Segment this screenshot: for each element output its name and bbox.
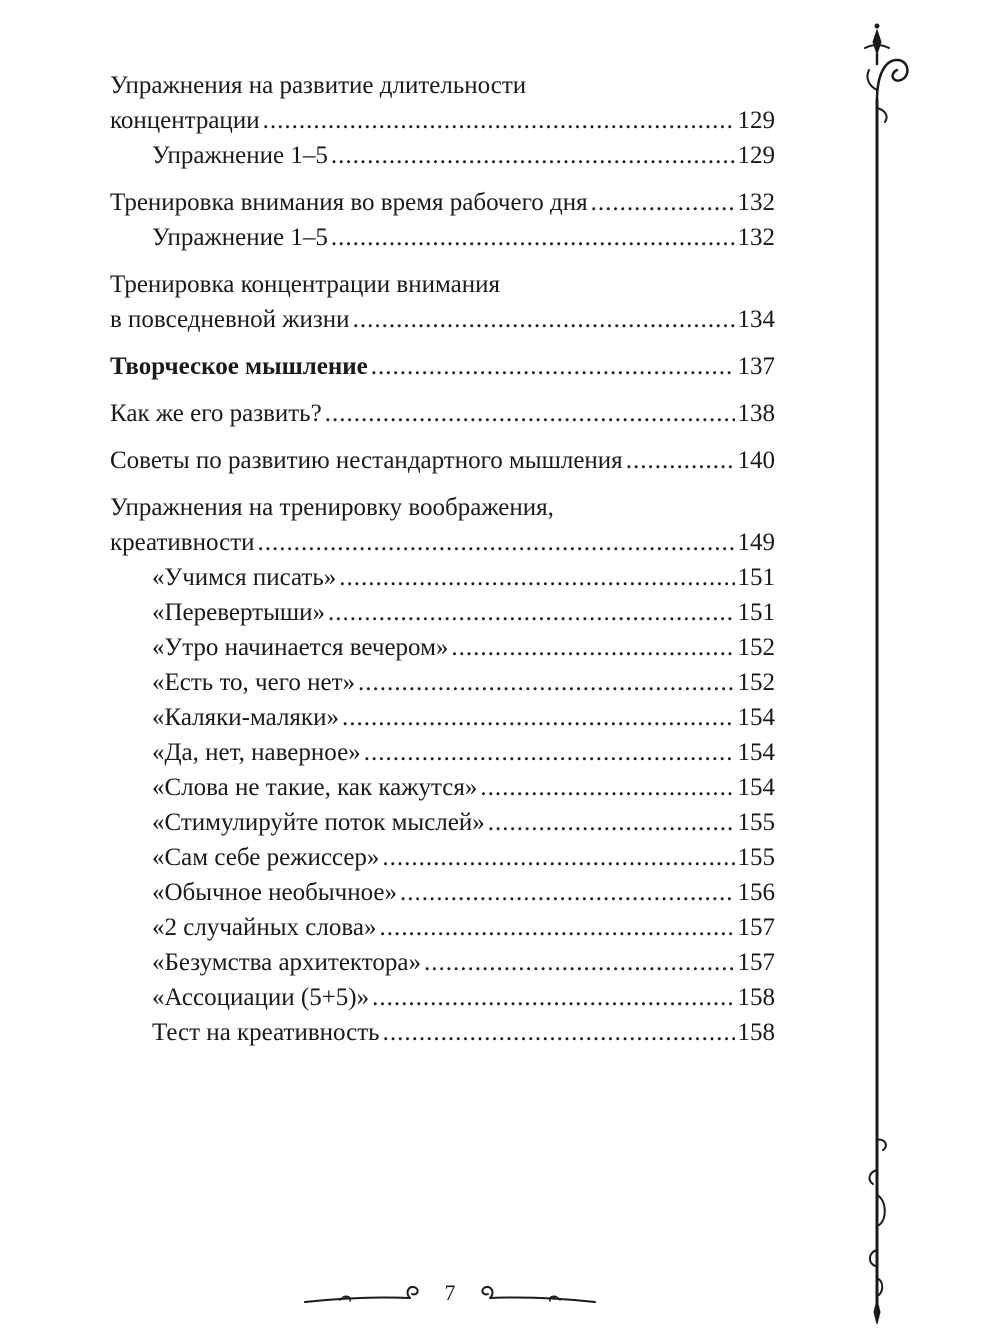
toc-page-number: 156 (737, 879, 775, 906)
toc-entry-title: «Каляки-маляки» (152, 704, 339, 731)
toc-page-number: 154 (737, 774, 775, 801)
page-footer (300, 1270, 600, 1320)
dot-leader (379, 910, 734, 945)
toc-entry (152, 595, 775, 630)
dot-leader (328, 595, 734, 630)
toc-page-number: 157 (737, 914, 775, 941)
toc-page-number: 152 (737, 669, 775, 696)
toc-entry-title: Упражнение 1–5 (152, 224, 328, 251)
toc-entry-row (152, 700, 775, 735)
toc-entry (152, 735, 775, 770)
dot-leader (451, 630, 734, 665)
toc-entry-row (152, 945, 775, 980)
toc-entry-title: «Да, нет, наверное» (152, 739, 361, 766)
toc-entry (110, 68, 775, 138)
toc-page-number: 129 (737, 142, 775, 169)
toc-entry (152, 220, 775, 255)
toc-entry-row (110, 103, 775, 138)
dot-leader (371, 349, 735, 384)
dot-leader (325, 396, 735, 431)
toc-page-number: 137 (737, 353, 775, 380)
toc-entry-title: «Слова не такие, как кажутся» (152, 774, 478, 801)
toc-entry-row (110, 349, 775, 384)
toc-entry (152, 560, 775, 595)
toc-page-number: 129 (737, 107, 775, 134)
table-of-contents (110, 68, 775, 1050)
toc-entry (152, 910, 775, 945)
toc-entry (110, 349, 775, 384)
toc-entry-title: «Перевертыши» (152, 599, 326, 626)
toc-entry-row (152, 560, 775, 595)
toc-entry (152, 840, 775, 875)
toc-entry-row (152, 138, 775, 173)
toc-entry (152, 805, 775, 840)
toc-entry-title-line: Тренировка концентрации внимания (110, 271, 500, 298)
toc-page-number: 149 (737, 529, 775, 556)
toc-page-number: 157 (737, 949, 775, 976)
toc-page-number: 154 (737, 704, 775, 731)
toc-entry-title: Тест на креативность (152, 1019, 380, 1046)
toc-entry-title: «Безумства архитектора» (152, 949, 421, 976)
toc-entry-row (152, 665, 775, 700)
toc-entry-title: «2 случайных слова» (152, 914, 377, 941)
toc-entry-row (152, 770, 775, 805)
toc-entry-title: концентрации (110, 107, 260, 134)
toc-entry-row (152, 595, 775, 630)
toc-entry-row (110, 396, 775, 431)
toc-entry (152, 665, 775, 700)
toc-entry-title: креативности (110, 529, 255, 556)
dot-leader (626, 443, 735, 478)
toc-entry-title: Советы по развитию нестандартного мышления (110, 447, 623, 474)
toc-entry-title: «Обычное необычное» (152, 879, 398, 906)
toc-entry (110, 396, 775, 431)
toc-page-number: 151 (737, 564, 775, 591)
toc-entry-row (152, 910, 775, 945)
toc-entry-row (110, 525, 775, 560)
toc-entry-row (152, 735, 775, 770)
toc-entry (152, 770, 775, 805)
toc-entry (152, 138, 775, 173)
toc-entry-title-line: Упражнения на развитие длительности (110, 72, 527, 99)
toc-entry-title: Упражнение 1–5 (152, 142, 328, 169)
dot-leader (263, 103, 735, 138)
toc-entry-title-line: Упражнения на тренировку воображения, (110, 494, 554, 521)
toc-entry (152, 630, 775, 665)
toc-entry (152, 1015, 775, 1050)
toc-entry-title: «Учимся писать» (152, 564, 337, 591)
toc-entry (110, 490, 775, 560)
toc-page-number: 138 (737, 400, 775, 427)
toc-page-number: 158 (737, 1019, 775, 1046)
toc-entry-title: «Есть то, чего нет» (152, 669, 355, 696)
toc-entry-row (152, 220, 775, 255)
dot-leader (358, 665, 735, 700)
toc-entry-title: «Сам себе режиссер» (152, 844, 380, 871)
toc-entry-row (110, 185, 775, 220)
toc-page-number: 134 (737, 306, 775, 333)
toc-entry-title: Как же его развить? (110, 400, 322, 427)
toc-page-number: 155 (737, 809, 775, 836)
toc-entry-row (110, 302, 775, 337)
toc-page-number: 132 (737, 224, 775, 251)
toc-entry-title: «Утро начинается вечером» (152, 634, 449, 661)
dot-leader (488, 805, 735, 840)
toc-entry (152, 875, 775, 910)
dot-leader (591, 185, 735, 220)
toc-page-number: 151 (737, 599, 775, 626)
dot-leader (331, 220, 735, 255)
toc-entry-title: «Стимулируйте поток мыслей» (152, 809, 485, 836)
toc-entry (110, 267, 775, 337)
toc-page-number: 140 (737, 447, 775, 474)
page-number: 7 (444, 1280, 456, 1305)
toc-page-number: 158 (737, 984, 775, 1011)
dot-leader (342, 700, 735, 735)
toc-entry (110, 185, 775, 220)
toc-entry-row (152, 840, 775, 875)
dot-leader (364, 735, 735, 770)
toc-entry-row (110, 443, 775, 478)
dot-leader (424, 945, 735, 980)
toc-page-number: 152 (737, 634, 775, 661)
toc-entry (152, 700, 775, 735)
toc-page-number: 154 (737, 739, 775, 766)
dot-leader (480, 770, 734, 805)
dot-leader (383, 1015, 735, 1050)
dot-leader (339, 560, 734, 595)
vertical-flourish-border-icon (855, 20, 915, 1330)
dot-leader (372, 980, 734, 1015)
toc-entry-row (152, 875, 775, 910)
toc-entry-row (152, 805, 775, 840)
toc-entry-row (152, 980, 775, 1015)
toc-page-number: 132 (737, 189, 775, 216)
toc-entry-row (152, 1015, 775, 1050)
dot-leader (331, 138, 735, 173)
dot-leader (382, 840, 734, 875)
dot-leader (400, 875, 734, 910)
toc-entry-title: «Ассоциации (5+5)» (152, 984, 370, 1011)
toc-page-number: 155 (737, 844, 775, 871)
toc-entry-title: Тренировка внимания во время рабочего дня (110, 189, 588, 216)
dot-leader (258, 525, 735, 560)
toc-entry (110, 443, 775, 478)
toc-entry (152, 945, 775, 980)
toc-entry-title: в повседневной жизни (110, 306, 350, 333)
toc-entry-title: Творческое мышление (110, 353, 368, 380)
toc-entry (152, 980, 775, 1015)
dot-leader (353, 302, 735, 337)
toc-entry-row (152, 630, 775, 665)
